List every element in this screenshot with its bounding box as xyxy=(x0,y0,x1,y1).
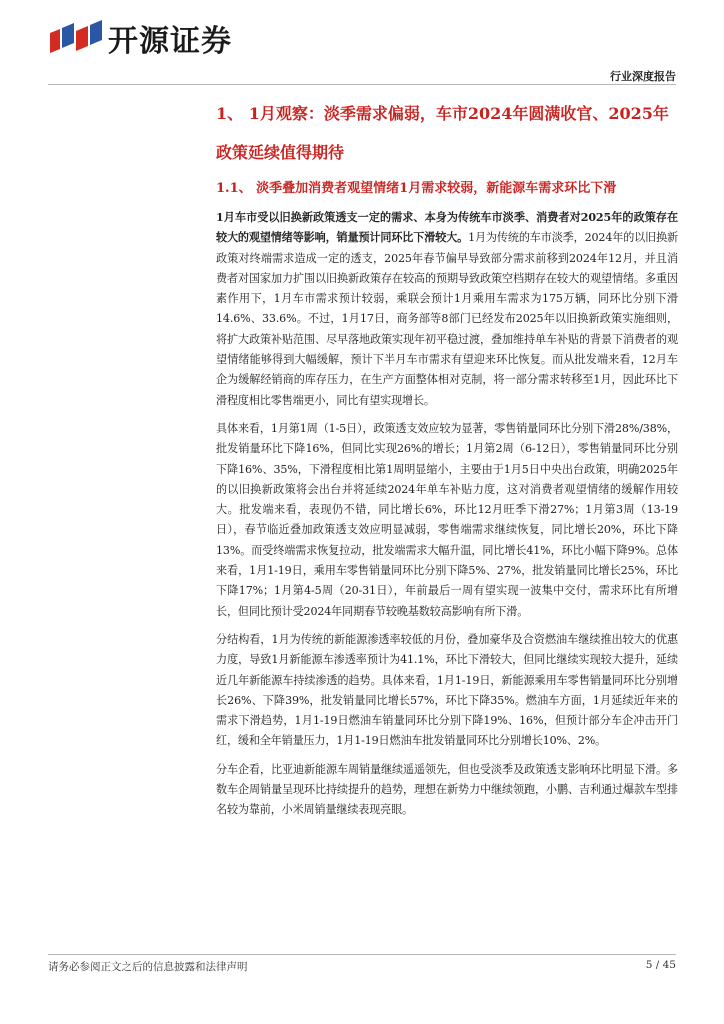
footer-divider xyxy=(48,954,676,955)
paragraph-4: 分车企看，比亚迪新能源车周销量继续遥遥领先，但也受淡季及政策透支影响环比明显下滑。多数车企周销量呈现环比持续提升的趋势，理想在新势力中继续领跑，小鹏、吉利通过爆款车型排名较为靠前，小米周销量继续表现亮眼。 xyxy=(216,762,678,817)
main-content xyxy=(216,94,678,829)
paragraph-2: 具体来看，1月第1周（1-5日），政策透支效应较为显著，零售销量同环比分别下滑28%/38%，批发销量环比下降16%，但同比实现26%的增长；1月第2周（6-12日），零售销量同环比分别下降16%、35%，下滑程度相比第1周明显缩小，主要由于1月5日中央出台政策，明确2025年的以旧换新政策将会出台并将延续2024年单车补贴力度，这对消费者观望情绪的缓解作用较大。批发端来看，表现仍不错，同比增长6%，环比12月旺季下滑27%；1月第3周（13-19日），春节临近叠加政策透支效应明显减弱，零售端需求继续恢复，同比增长20%，环比下降13%。而受终端需求恢复拉动，批发端需求大幅升温，同比增长41%，环比小幅下降9%。总体来看，1月1-19日，乘用车零售销量同环比分别下降5%、27%，批发销量同比增长25%，环比下降17%；1月第4-5周（20-31日），年前最后一周有望实现一波集中交付，需求环比有所增长，但同比预计受2024年同期春节较晚基数较高影响有所下滑。 xyxy=(216,421,678,618)
paragraph-1-text: 1月为传统的车市淡季，2024年的以旧换新政策对终端需求造成一定的透支，2025年春节偏早导致部分需求前移到2024年12月，并且消费者对国家加力扩围以旧换新政策存在较高的预期导致政策空档期存在较大的观望情绪。多重因素作用下，1月车市需求预计较弱，乘联会预计1月乘用车需求为175万辆，同环比分别下滑14.6%、33.6%。不过，1月17日，商务部等8部门已经发布2025年以旧换新政策实施细则，将扩大政策补贴范围、尽早落地政策实现年初平稳过渡，叠加维持单车补贴的背景下消费者的观望情绪能够得到大幅缓解，预计下半月车市需求有望迎来环比恢复。而从批发端来看，12月车企为缓解经销商的库存压力，在生产方面整体相对克制，将一部分需求转移至1月，因此环比下滑程度相比零售端更小，同比有望实现增长。 xyxy=(216,231,678,407)
subsection-title: 1.1、 淡季叠加消费者观望情绪1月需求较弱，新能源车需求环比下滑 xyxy=(216,181,617,196)
header-divider xyxy=(48,84,676,85)
logo-text: 开源证券 xyxy=(108,24,232,59)
footer-disclaimer: 请务必参阅正文之后的信息披露和法律声明 xyxy=(48,961,248,973)
section-title: 1、 1月观察：淡季需求偏弱，车市2024年圆满收官、2025年政策延续值得期待 xyxy=(216,104,669,162)
logo-mark-icon xyxy=(48,19,104,57)
company-logo xyxy=(48,16,232,60)
paragraph-3: 分结构看，1月为传统的新能源渗透率较低的月份，叠加豪华及合资燃油车继续推出较大的优惠力度，导致1月新能源车渗透率预计为41.1%，环比下滑较大，但同比继续实现较大提升，延续近几年新能源车持续渗透的趋势。具体来看，1月1-19日，新能源乘用车零售销量同环比分别增长26%、下降39%，批发销量同比增长57%，环比下降35%。燃油车方面，1月延续近年来的需求下滑趋势，1月1-19日燃油车销量同环比分别下降19%、16%，但预计部分车企冲击开门红，缓和全年销量压力，1月1-19日燃油车批发销量同环比分别增长10%、2%。 xyxy=(216,632,678,748)
report-type-label: 行业深度报告 xyxy=(610,70,676,83)
page-number: 5 / 45 xyxy=(645,959,676,971)
paragraph-1 xyxy=(216,208,678,411)
paragraph-1-lead: 1月车市受以旧换新政策透支一定的需求、本身为传统车市淡季、消费者对2025年的政策存在较大的观望情绪等影响，销量预计同环比下滑较大。 xyxy=(216,211,678,245)
